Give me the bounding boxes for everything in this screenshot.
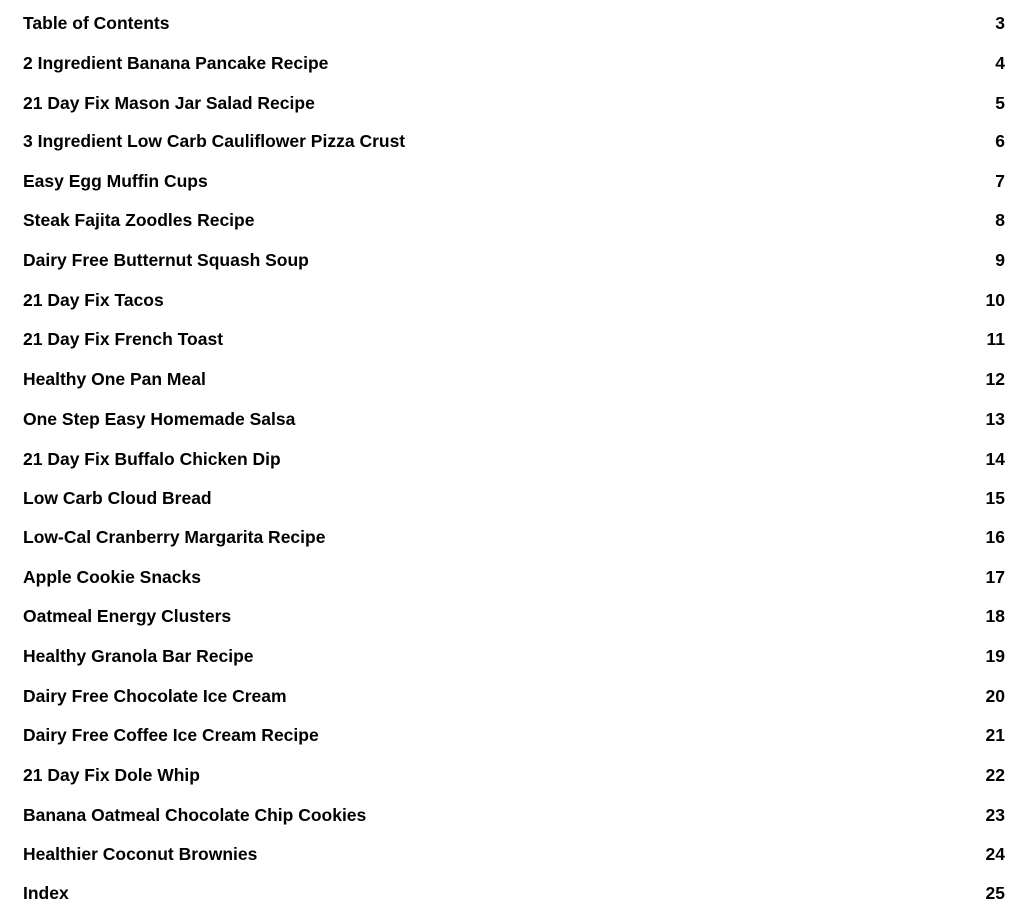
toc-entry-page: 13 xyxy=(985,409,1005,429)
toc-entry-page: 16 xyxy=(985,527,1005,547)
toc-entry[interactable] xyxy=(23,880,1005,906)
toc-entry-title: Dairy Free Butternut Squash Soup xyxy=(23,250,309,270)
toc-entry-title: 21 Day Fix Tacos xyxy=(23,290,164,310)
toc-entry-title: One Step Easy Homemade Salsa xyxy=(23,409,296,429)
toc-entry[interactable] xyxy=(23,247,1005,273)
toc-entry[interactable] xyxy=(23,10,1005,36)
toc-entry-title: 21 Day Fix Mason Jar Salad Recipe xyxy=(23,93,315,113)
toc-entry[interactable] xyxy=(23,50,1005,76)
toc-entry[interactable] xyxy=(23,128,1005,154)
toc-entry-page: 9 xyxy=(995,250,1005,270)
toc-entry-page: 11 xyxy=(986,329,1005,349)
toc-entry-page: 23 xyxy=(985,805,1005,825)
toc-entry[interactable] xyxy=(23,326,1005,352)
toc-entry-page: 8 xyxy=(995,210,1005,230)
toc-entry[interactable] xyxy=(23,446,1005,472)
toc-entry-title: 21 Day Fix Dole Whip xyxy=(23,765,200,785)
toc-entry-page: 22 xyxy=(985,765,1005,785)
toc-entry-title: Dairy Free Coffee Ice Cream Recipe xyxy=(23,725,319,745)
toc-entry-page: 3 xyxy=(995,13,1005,33)
toc-entry[interactable] xyxy=(23,366,1005,392)
toc-entry-title: 2 Ingredient Banana Pancake Recipe xyxy=(23,53,329,73)
toc-entry-page: 17 xyxy=(985,567,1005,587)
toc-entry[interactable] xyxy=(23,762,1005,788)
toc-entry[interactable] xyxy=(23,287,1005,313)
toc-entry[interactable] xyxy=(23,643,1005,669)
toc-entry-page: 24 xyxy=(985,844,1005,864)
toc-entry-title: Banana Oatmeal Chocolate Chip Cookies xyxy=(23,805,367,825)
toc-entry-title: 21 Day Fix Buffalo Chicken Dip xyxy=(23,449,281,469)
toc-entry-title: Index xyxy=(23,883,69,903)
toc-entry-page: 4 xyxy=(995,53,1005,73)
toc-entry-title: Low Carb Cloud Bread xyxy=(23,488,212,508)
toc-entry-page: 10 xyxy=(985,290,1005,310)
toc-entry-page: 19 xyxy=(985,646,1005,666)
toc-entry-title: Healthier Coconut Brownies xyxy=(23,844,258,864)
toc-entry[interactable] xyxy=(23,485,1005,511)
toc-entry[interactable] xyxy=(23,683,1005,709)
toc-entry-page: 5 xyxy=(995,93,1005,113)
toc-entry[interactable] xyxy=(23,603,1005,629)
toc-entry[interactable] xyxy=(23,564,1005,590)
toc-entry-page: 14 xyxy=(985,449,1005,469)
toc-entry-title: Apple Cookie Snacks xyxy=(23,567,201,587)
toc-entry-page: 25 xyxy=(985,883,1005,903)
toc-entry[interactable] xyxy=(23,406,1005,432)
toc-entry-title: Dairy Free Chocolate Ice Cream xyxy=(23,686,287,706)
toc-entry-page: 6 xyxy=(995,131,1005,151)
toc-entry-page: 12 xyxy=(985,369,1005,389)
toc-entry-page: 20 xyxy=(985,686,1005,706)
toc-entry-title: 21 Day Fix French Toast xyxy=(23,329,224,349)
toc-entry[interactable] xyxy=(23,722,1005,748)
toc-entry-title: Low-Cal Cranberry Margarita Recipe xyxy=(23,527,326,547)
toc-entry[interactable] xyxy=(23,802,1005,828)
toc-entry[interactable] xyxy=(23,524,1005,550)
toc-entry-page: 7 xyxy=(995,171,1005,191)
toc-entry-title: Easy Egg Muffin Cups xyxy=(23,171,208,191)
toc-entry[interactable] xyxy=(23,207,1005,233)
toc-entry-title: 3 Ingredient Low Carb Cauliflower Pizza Crust xyxy=(23,131,406,151)
toc-entry-title: Table of Contents xyxy=(23,13,170,33)
toc-entry-title: Healthy One Pan Meal xyxy=(23,369,206,389)
toc-entry-title: Steak Fajita Zoodles Recipe xyxy=(23,210,255,230)
toc-entry[interactable] xyxy=(23,841,1005,867)
toc-entry-page: 15 xyxy=(985,488,1005,508)
toc-entry-page: 21 xyxy=(985,725,1005,745)
toc-entry-page: 18 xyxy=(985,606,1005,626)
toc-entry-title: Healthy Granola Bar Recipe xyxy=(23,646,254,666)
toc-entry[interactable] xyxy=(23,168,1005,194)
toc-entry-title: Oatmeal Energy Clusters xyxy=(23,606,232,626)
toc-entry[interactable] xyxy=(23,90,1005,116)
